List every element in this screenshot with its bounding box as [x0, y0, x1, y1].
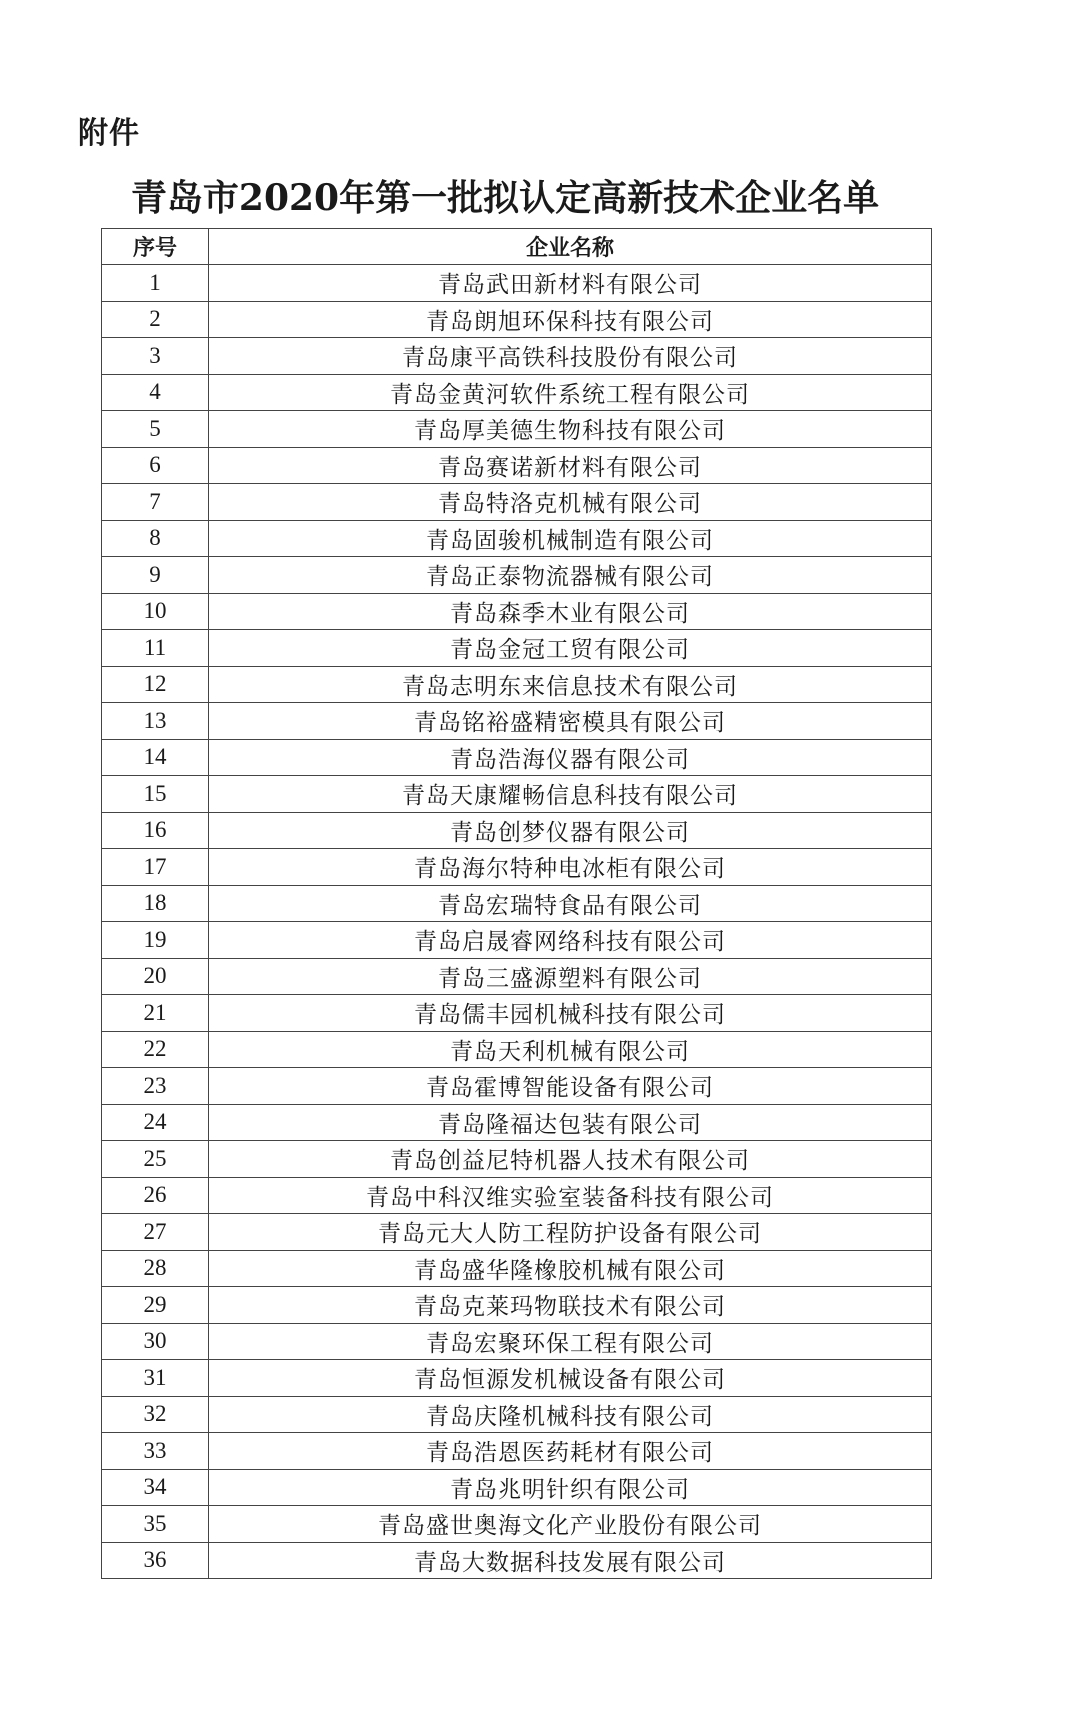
- table-row: [102, 520, 932, 557]
- company-name-cell: 青岛武田新材料有限公司: [209, 265, 932, 302]
- company-name-cell: 青岛三盛源塑料有限公司: [209, 958, 932, 995]
- serial-number-cell: 1: [102, 265, 209, 302]
- table-row: [102, 265, 932, 302]
- company-name-cell: 青岛隆福达包装有限公司: [209, 1104, 932, 1141]
- serial-number-cell: 20: [102, 958, 209, 995]
- table-row: [102, 1068, 932, 1105]
- serial-number-cell: 34: [102, 1469, 209, 1506]
- company-name-cell: 青岛克莱玛物联技术有限公司: [209, 1287, 932, 1324]
- table-row: [102, 1360, 932, 1397]
- company-name-cell: 青岛正泰物流器械有限公司: [209, 557, 932, 594]
- company-name-cell: 青岛志明东来信息技术有限公司: [209, 666, 932, 703]
- serial-number-cell: 17: [102, 849, 209, 886]
- table-row: [102, 593, 932, 630]
- table-row: [102, 1214, 932, 1251]
- serial-number-cell: 30: [102, 1323, 209, 1360]
- table-row: [102, 374, 932, 411]
- serial-number-cell: 5: [102, 411, 209, 448]
- table-row: [102, 1396, 932, 1433]
- company-name-cell: 青岛天康耀畅信息科技有限公司: [209, 776, 932, 813]
- serial-number-cell: 3: [102, 338, 209, 375]
- table-row: [102, 703, 932, 740]
- company-name-cell: 青岛启晟睿网络科技有限公司: [209, 922, 932, 959]
- table-row: [102, 1177, 932, 1214]
- company-name-cell: 青岛固骏机械制造有限公司: [209, 520, 932, 557]
- company-name-cell: 青岛海尔特种电冰柜有限公司: [209, 849, 932, 886]
- serial-number-cell: 26: [102, 1177, 209, 1214]
- table-row: [102, 1104, 932, 1141]
- company-name-cell: 青岛兆明针织有限公司: [209, 1469, 932, 1506]
- company-name-cell: 青岛元大人防工程防护设备有限公司: [209, 1214, 932, 1251]
- table-row: [102, 1287, 932, 1324]
- serial-number-cell: 27: [102, 1214, 209, 1251]
- serial-number-cell: 14: [102, 739, 209, 776]
- company-name-cell: 青岛康平高铁科技股份有限公司: [209, 338, 932, 375]
- serial-number-cell: 24: [102, 1104, 209, 1141]
- company-name-cell: 青岛浩恩医药耗材有限公司: [209, 1433, 932, 1470]
- table-row: [102, 776, 932, 813]
- header-company-name: 企业名称: [209, 229, 932, 265]
- company-name-cell: 青岛天利机械有限公司: [209, 1031, 932, 1068]
- table-row: [102, 1141, 932, 1178]
- company-name-cell: 青岛赛诺新材料有限公司: [209, 447, 932, 484]
- company-name-cell: 青岛铭裕盛精密模具有限公司: [209, 703, 932, 740]
- serial-number-cell: 19: [102, 922, 209, 959]
- table-row: [102, 1542, 932, 1579]
- table-row: [102, 1250, 932, 1287]
- serial-number-cell: 15: [102, 776, 209, 813]
- table-row: [102, 1323, 932, 1360]
- serial-number-cell: 22: [102, 1031, 209, 1068]
- serial-number-cell: 31: [102, 1360, 209, 1397]
- serial-number-cell: 8: [102, 520, 209, 557]
- serial-number-cell: 7: [102, 484, 209, 521]
- serial-number-cell: 10: [102, 593, 209, 630]
- company-name-cell: 青岛庆隆机械科技有限公司: [209, 1396, 932, 1433]
- company-name-cell: 青岛森季木业有限公司: [209, 593, 932, 630]
- attachment-label: 附件: [78, 116, 140, 151]
- document-title: 青岛市2020年第一批拟认定高新技术企业名单: [130, 177, 880, 219]
- serial-number-cell: 32: [102, 1396, 209, 1433]
- header-serial-number: 序号: [102, 229, 209, 265]
- company-name-cell: 青岛厚美德生物科技有限公司: [209, 411, 932, 448]
- table-row: [102, 630, 932, 667]
- table-row: [102, 301, 932, 338]
- company-name-cell: 青岛大数据科技发展有限公司: [209, 1542, 932, 1579]
- serial-number-cell: 6: [102, 447, 209, 484]
- company-name-cell: 青岛宏瑞特食品有限公司: [209, 885, 932, 922]
- company-name-cell: 青岛朗旭环保科技有限公司: [209, 301, 932, 338]
- table-row: [102, 557, 932, 594]
- table-row: [102, 1433, 932, 1470]
- serial-number-cell: 21: [102, 995, 209, 1032]
- company-name-cell: 青岛特洛克机械有限公司: [209, 484, 932, 521]
- serial-number-cell: 9: [102, 557, 209, 594]
- table-row: [102, 338, 932, 375]
- serial-number-cell: 16: [102, 812, 209, 849]
- table-row: [102, 958, 932, 995]
- table-row: [102, 666, 932, 703]
- table-row: [102, 1506, 932, 1543]
- company-name-cell: 青岛霍博智能设备有限公司: [209, 1068, 932, 1105]
- serial-number-cell: 13: [102, 703, 209, 740]
- table-row: [102, 447, 932, 484]
- serial-number-cell: 36: [102, 1542, 209, 1579]
- company-name-cell: 青岛金冠工贸有限公司: [209, 630, 932, 667]
- company-name-cell: 青岛中科汉维实验室装备科技有限公司: [209, 1177, 932, 1214]
- serial-number-cell: 23: [102, 1068, 209, 1105]
- table-row: [102, 885, 932, 922]
- serial-number-cell: 11: [102, 630, 209, 667]
- serial-number-cell: 4: [102, 374, 209, 411]
- company-name-cell: 青岛儒丰园机械科技有限公司: [209, 995, 932, 1032]
- company-name-cell: 青岛创益尼特机器人技术有限公司: [209, 1141, 932, 1178]
- company-name-cell: 青岛浩海仪器有限公司: [209, 739, 932, 776]
- table-row: [102, 849, 932, 886]
- company-name-cell: 青岛宏聚环保工程有限公司: [209, 1323, 932, 1360]
- table-row: [102, 1469, 932, 1506]
- table-row: [102, 411, 932, 448]
- table-row: [102, 922, 932, 959]
- company-name-cell: 青岛盛华隆橡胶机械有限公司: [209, 1250, 932, 1287]
- table-row: [102, 484, 932, 521]
- serial-number-cell: 12: [102, 666, 209, 703]
- serial-number-cell: 18: [102, 885, 209, 922]
- company-name-cell: 青岛恒源发机械设备有限公司: [209, 1360, 932, 1397]
- serial-number-cell: 29: [102, 1287, 209, 1324]
- serial-number-cell: 2: [102, 301, 209, 338]
- table-row: [102, 995, 932, 1032]
- serial-number-cell: 35: [102, 1506, 209, 1543]
- table-header-row: [102, 229, 932, 265]
- company-name-cell: 青岛金黄河软件系统工程有限公司: [209, 374, 932, 411]
- table-row: [102, 739, 932, 776]
- table-row: [102, 812, 932, 849]
- serial-number-cell: 28: [102, 1250, 209, 1287]
- company-list-table: [101, 228, 932, 1579]
- serial-number-cell: 33: [102, 1433, 209, 1470]
- serial-number-cell: 25: [102, 1141, 209, 1178]
- table-row: [102, 1031, 932, 1068]
- company-name-cell: 青岛创梦仪器有限公司: [209, 812, 932, 849]
- company-name-cell: 青岛盛世奥海文化产业股份有限公司: [209, 1506, 932, 1543]
